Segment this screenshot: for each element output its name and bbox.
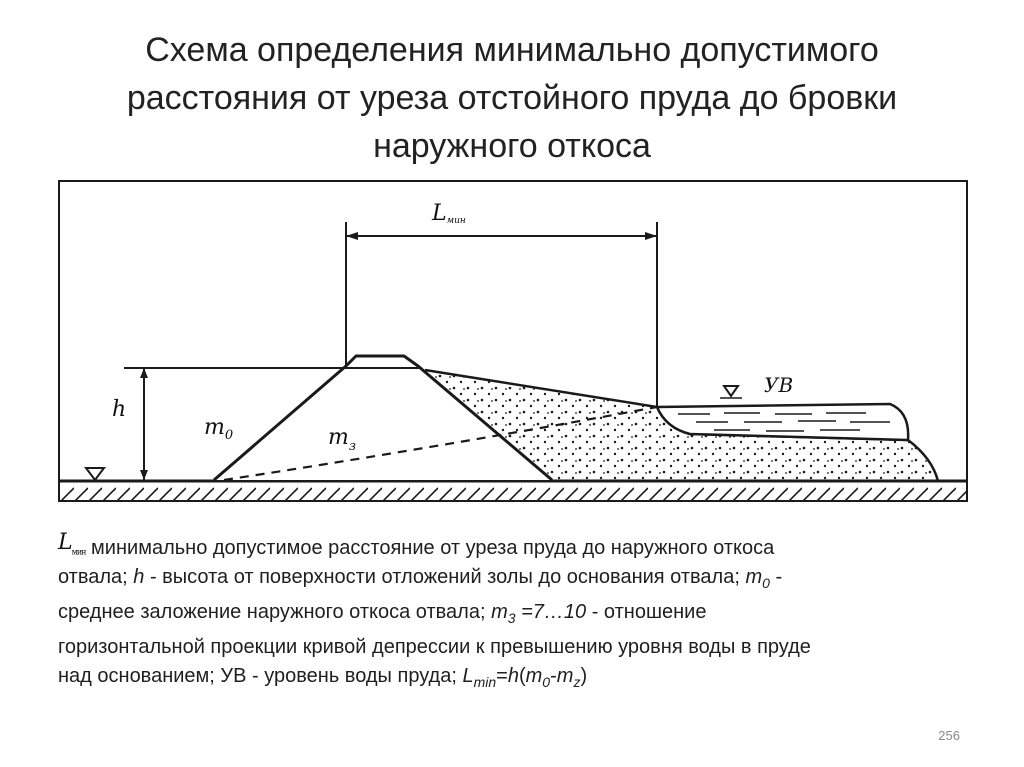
- slide-title: [60, 26, 964, 170]
- base-level-marker-icon: [86, 468, 104, 480]
- lmin-symbol: $L_{мин}$: [58, 530, 86, 557]
- dam-scheme-diagram: [58, 180, 968, 502]
- lmin-label: Lмин: [432, 201, 466, 226]
- caption-line: $L_{мин}$ минимально допустимое расстояние от уреза пруда до наружного откоса: [58, 534, 968, 563]
- m0-label: $m_0$: [204, 415, 234, 443]
- h-arrow-bottom: [140, 470, 148, 480]
- caption-line: над основанием; УВ - уровень воды пруда; $L_{min}=h(m_0-m_z)$: [58, 665, 588, 690]
- ground-hatching: [60, 480, 966, 500]
- h-arrow-top: [140, 368, 148, 378]
- title-line: наружного откоса: [373, 127, 651, 165]
- title-line: расстояния от уреза отстойного пруда до бровки: [126, 79, 898, 117]
- page-number: 256: [938, 728, 960, 743]
- water-level-label: УВ: [764, 373, 794, 397]
- caption: [58, 530, 968, 697]
- h-label: h: [112, 397, 127, 422]
- lmin-arrow-right: [645, 232, 657, 240]
- caption-line: среднее заложение наружного откоса отвала; $m_3$ =7…10 - отношение: [58, 601, 707, 626]
- water-level-marker-icon: [724, 386, 738, 396]
- dam-scheme-svg: [60, 182, 966, 500]
- caption-line: отвала; h - высота от поверхности отложений золы до основания отвала; $m_0$ -: [58, 566, 783, 591]
- mz-label: $m_з$: [328, 425, 356, 454]
- caption-line: горизонтальной проекции кривой депрессии к превышению уровня воды в пруде: [58, 636, 811, 658]
- title-line: Схема определения минимально допустимого: [145, 31, 879, 69]
- lmin-arrow-left: [346, 232, 358, 240]
